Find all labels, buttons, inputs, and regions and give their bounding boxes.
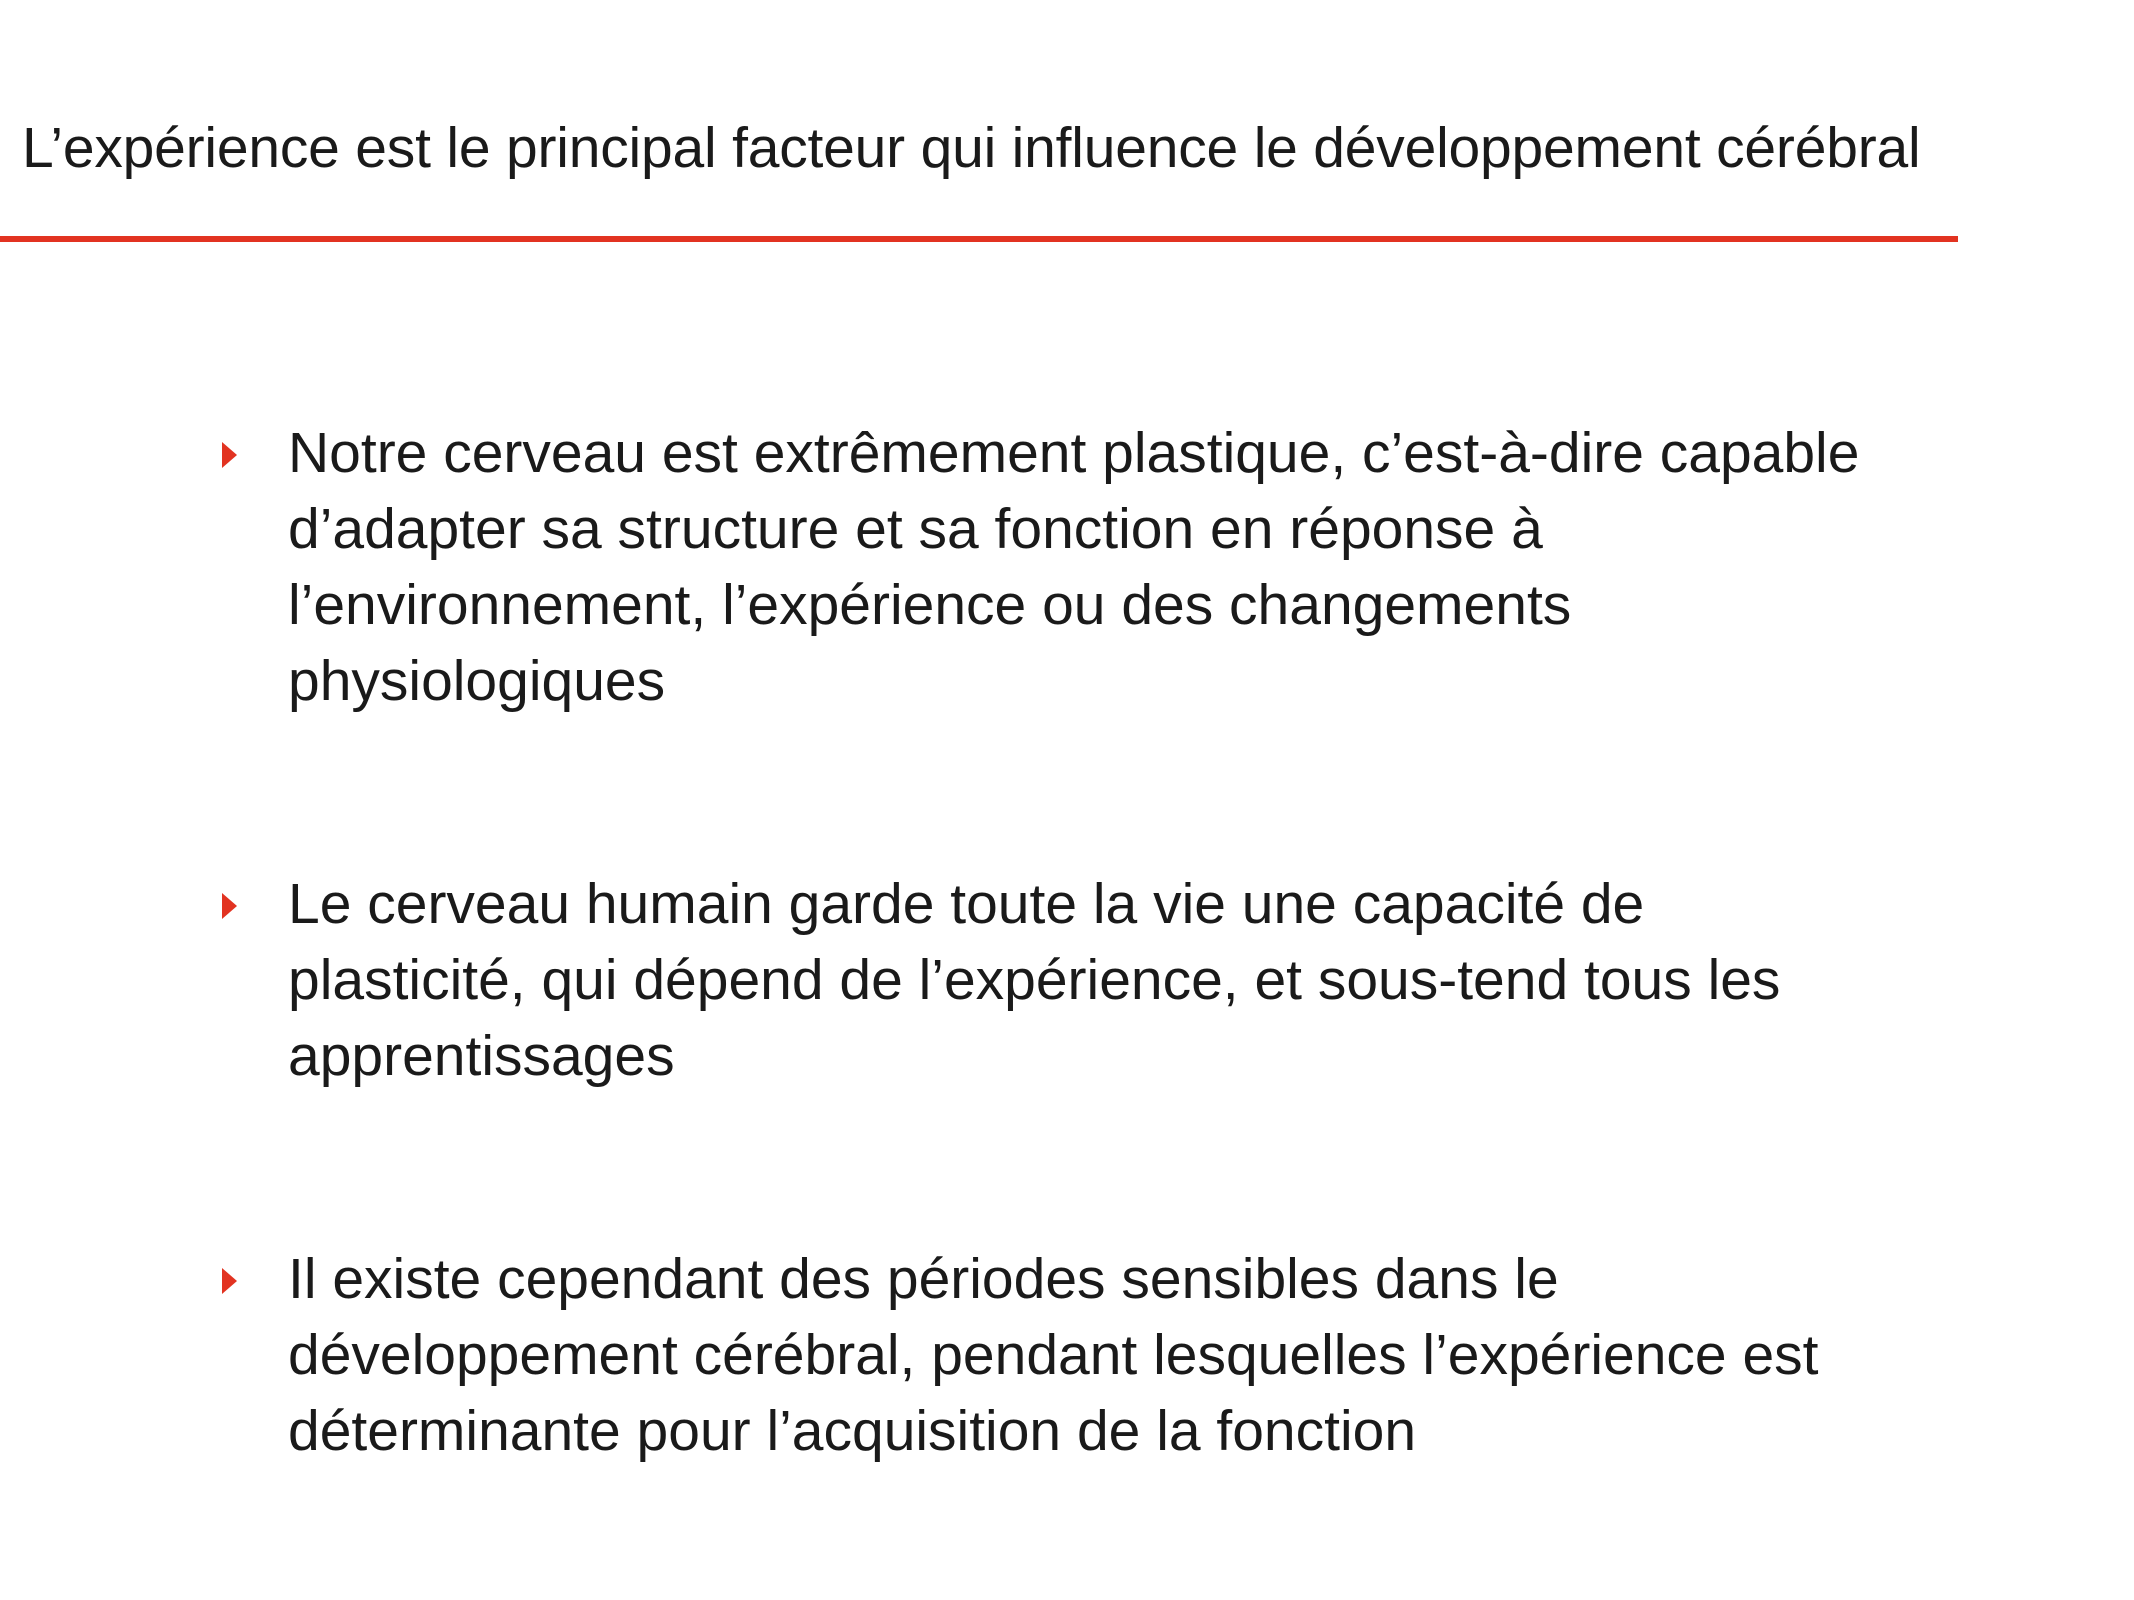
bullet-line: apprentissages — [288, 1024, 675, 1088]
bullet-text — [288, 866, 2048, 1094]
triangle-right-icon — [222, 1268, 237, 1294]
bullet-line: déterminante pour l’acquisition de la fonction — [288, 1399, 1417, 1463]
triangle-right-icon — [222, 893, 237, 919]
bullet-line: développement cérébral, pendant lesquelles l’expérience est — [288, 1323, 1819, 1387]
slide-title: L’expérience est le principal facteur qui influence le développement cérébral — [22, 116, 1921, 180]
triangle-right-icon — [222, 442, 237, 468]
bullet-line: Il existe cependant des périodes sensibles dans le — [288, 1247, 1559, 1311]
bullet-line: l’environnement, l’expérience ou des changements — [288, 573, 1572, 637]
bullet-line: Le cerveau humain garde toute la vie une capacité de — [288, 872, 1645, 936]
bullet-line: d’adapter sa structure et sa fonction en réponse à — [288, 497, 1543, 561]
bullet-text — [288, 415, 2048, 719]
bullet-text — [288, 1241, 2048, 1469]
bullet-line: plasticité, qui dépend de l’expérience, et sous-tend tous les — [288, 948, 1781, 1012]
bullet-line: physiologiques — [288, 649, 666, 713]
bullet-line: Notre cerveau est extrêmement plastique, c’est-à-dire capable — [288, 421, 1860, 485]
